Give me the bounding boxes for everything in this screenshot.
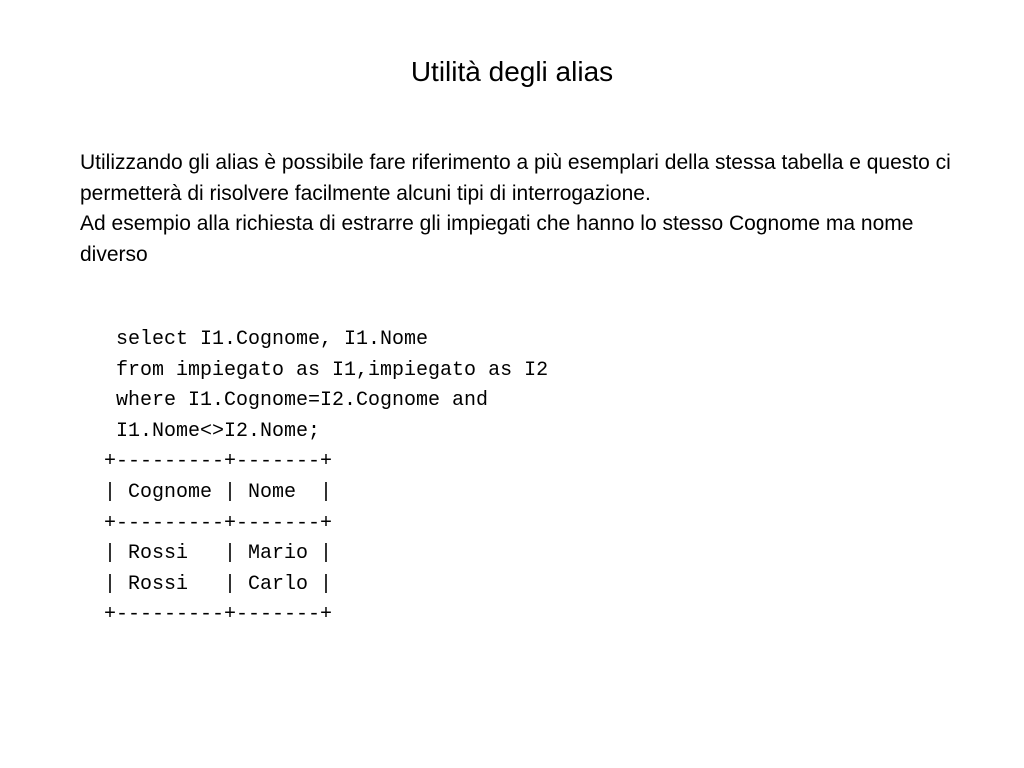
- result-table-border: +---------+-------+: [104, 603, 333, 627]
- result-table-row: | Rossi | Mario |: [104, 542, 333, 566]
- slide-title: Utilità degli alias: [410, 56, 614, 87]
- code-line: I1.Nome<>I2.Nome;: [104, 419, 321, 443]
- result-table-border: +---------+-------+: [104, 450, 333, 474]
- result-table-header: | Cognome | Nome |: [104, 480, 333, 504]
- sql-code-block: [104, 325, 548, 631]
- intro-paragraph: Utilizzando gli alias è possibile fare riferimento a più esemplari della stessa tabella e questo ci permetterà di risolvere facilmente alcuni tipi di interrogazione.: [80, 151, 951, 205]
- result-table-border: +---------+-------+: [104, 511, 333, 535]
- result-table-row: | Rossi | Carlo |: [104, 572, 333, 596]
- slide-body: [80, 148, 960, 270]
- code-line: from impiegato as I1,impiegato as I2: [104, 358, 549, 382]
- code-line: where I1.Cognome=I2.Cognome and: [104, 389, 489, 413]
- example-paragraph: Ad esempio alla richiesta di estrarre gli impiegati che hanno lo stesso Cognome ma nome diverso: [80, 212, 914, 266]
- code-line: select I1.Cognome, I1.Nome: [104, 328, 429, 351]
